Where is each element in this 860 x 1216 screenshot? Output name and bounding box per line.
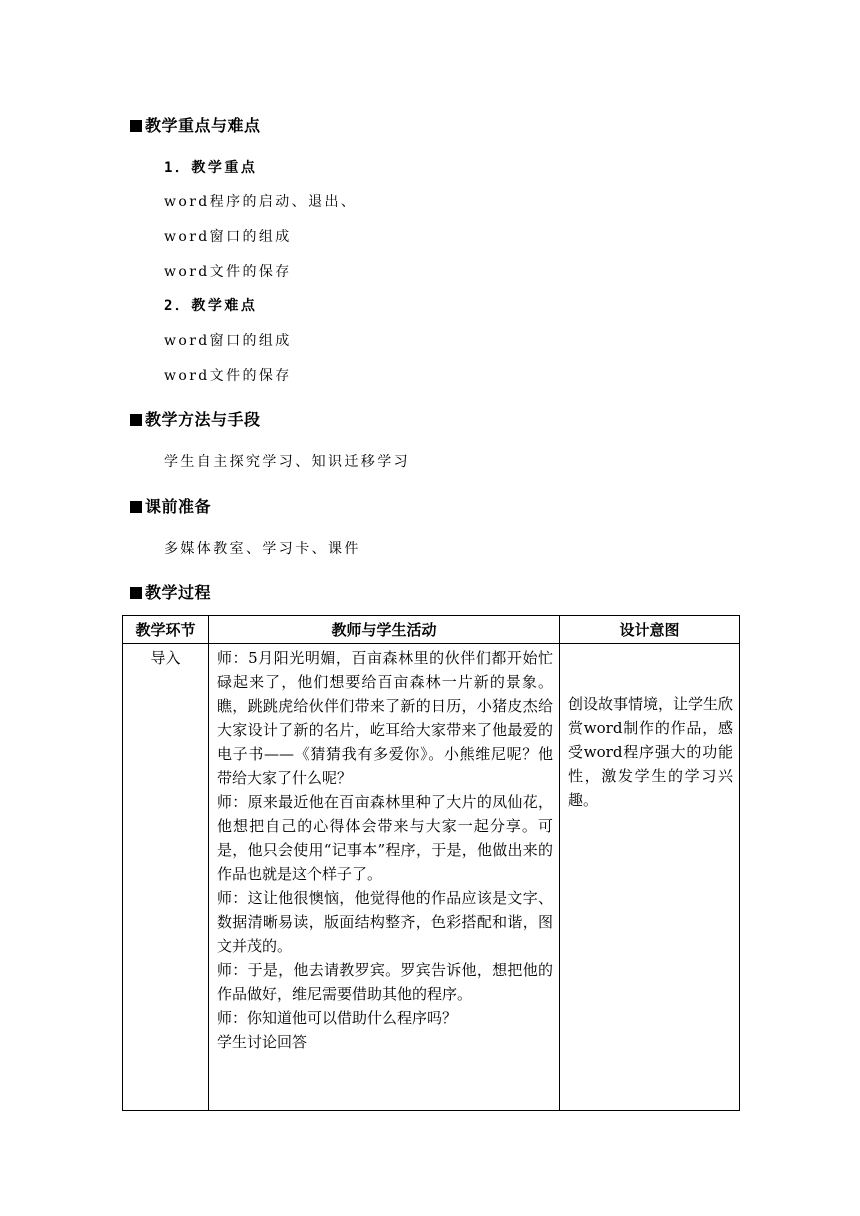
methods-text: 学生自主探究学习、知识迁移学习: [164, 454, 410, 470]
difficulty-item: word窗口的组成: [164, 333, 292, 349]
square-bullet-icon: [130, 501, 142, 513]
column-header-stage: 教学环节: [123, 616, 209, 644]
activity-paragraph: 学生讨论回答: [217, 1033, 308, 1051]
heading-text: 教学重点与难点: [145, 116, 261, 135]
activity-paragraph: 师：你知道他可以借助什么程序吗？: [217, 1009, 458, 1027]
activity-cell: [209, 644, 560, 1111]
heading-text: 教学方法与手段: [145, 410, 261, 429]
key-points-title: 1．教学重点: [164, 160, 258, 176]
difficulty-title: 2．教学难点: [164, 298, 258, 314]
table-row: [123, 644, 740, 1111]
column-header-activity: 教师与学生活动: [209, 616, 560, 644]
activity-paragraph: 师：5月阳光明媚，百亩森林里的伙伴们都开始忙碌起来了，他们想要给百亩森林一片新的景象。瞧，跳跳虎给伙伴们带来了新的日历，小猪皮杰给大家设计了新的名片，屹耳给大家带来了他最爱的电子书——《猜猜我有多爱你》。小熊维尼呢？他带给大家了什么呢？: [217, 649, 553, 787]
stage-cell: 导入: [123, 644, 209, 1111]
section-heading-focus: [130, 113, 261, 136]
section-heading-preparation: [130, 494, 211, 517]
activity-paragraph: 师：于是，他去请教罗宾。罗宾告诉他，想把他的作品做好，维尼需要借助其他的程序。: [217, 961, 553, 1003]
section-heading-process: [130, 580, 211, 603]
heading-text: 教学过程: [145, 583, 212, 602]
square-bullet-icon: [130, 120, 142, 132]
square-bullet-icon: [130, 587, 142, 599]
key-point-item: word程序的启动、退出、: [164, 194, 358, 210]
activity-paragraph: 师：原来最近他在百亩森林里种了大片的凤仙花，他想把自己的心得体会带来与大家一起分享。可是，他只会使用“记事本”程序，于是，他做出来的作品也就是这个样子了。: [217, 793, 553, 883]
activity-paragraph: 师：这让他很懊恼，他觉得他的作品应该是文字、数据清晰易读，版面结构整齐，色彩搭配和谐，图文并茂的。: [217, 889, 553, 955]
preparation-text: 多媒体教室、学习卡、课件: [164, 541, 361, 557]
intent-cell: 创设故事情境，让学生欣赏word制作的作品，感受word程序强大的功能性，激发学生的学习兴趣。: [560, 644, 740, 1111]
section-heading-methods: [130, 407, 261, 430]
table-header-row: [123, 616, 740, 644]
square-bullet-icon: [130, 414, 142, 426]
difficulty-item: word文件的保存: [164, 368, 292, 384]
teaching-process-table: [122, 615, 740, 1111]
key-point-item: word文件的保存: [164, 264, 292, 280]
column-header-intent: 设计意图: [560, 616, 740, 644]
heading-text: 课前准备: [145, 497, 212, 516]
key-point-item: word窗口的组成: [164, 229, 292, 245]
